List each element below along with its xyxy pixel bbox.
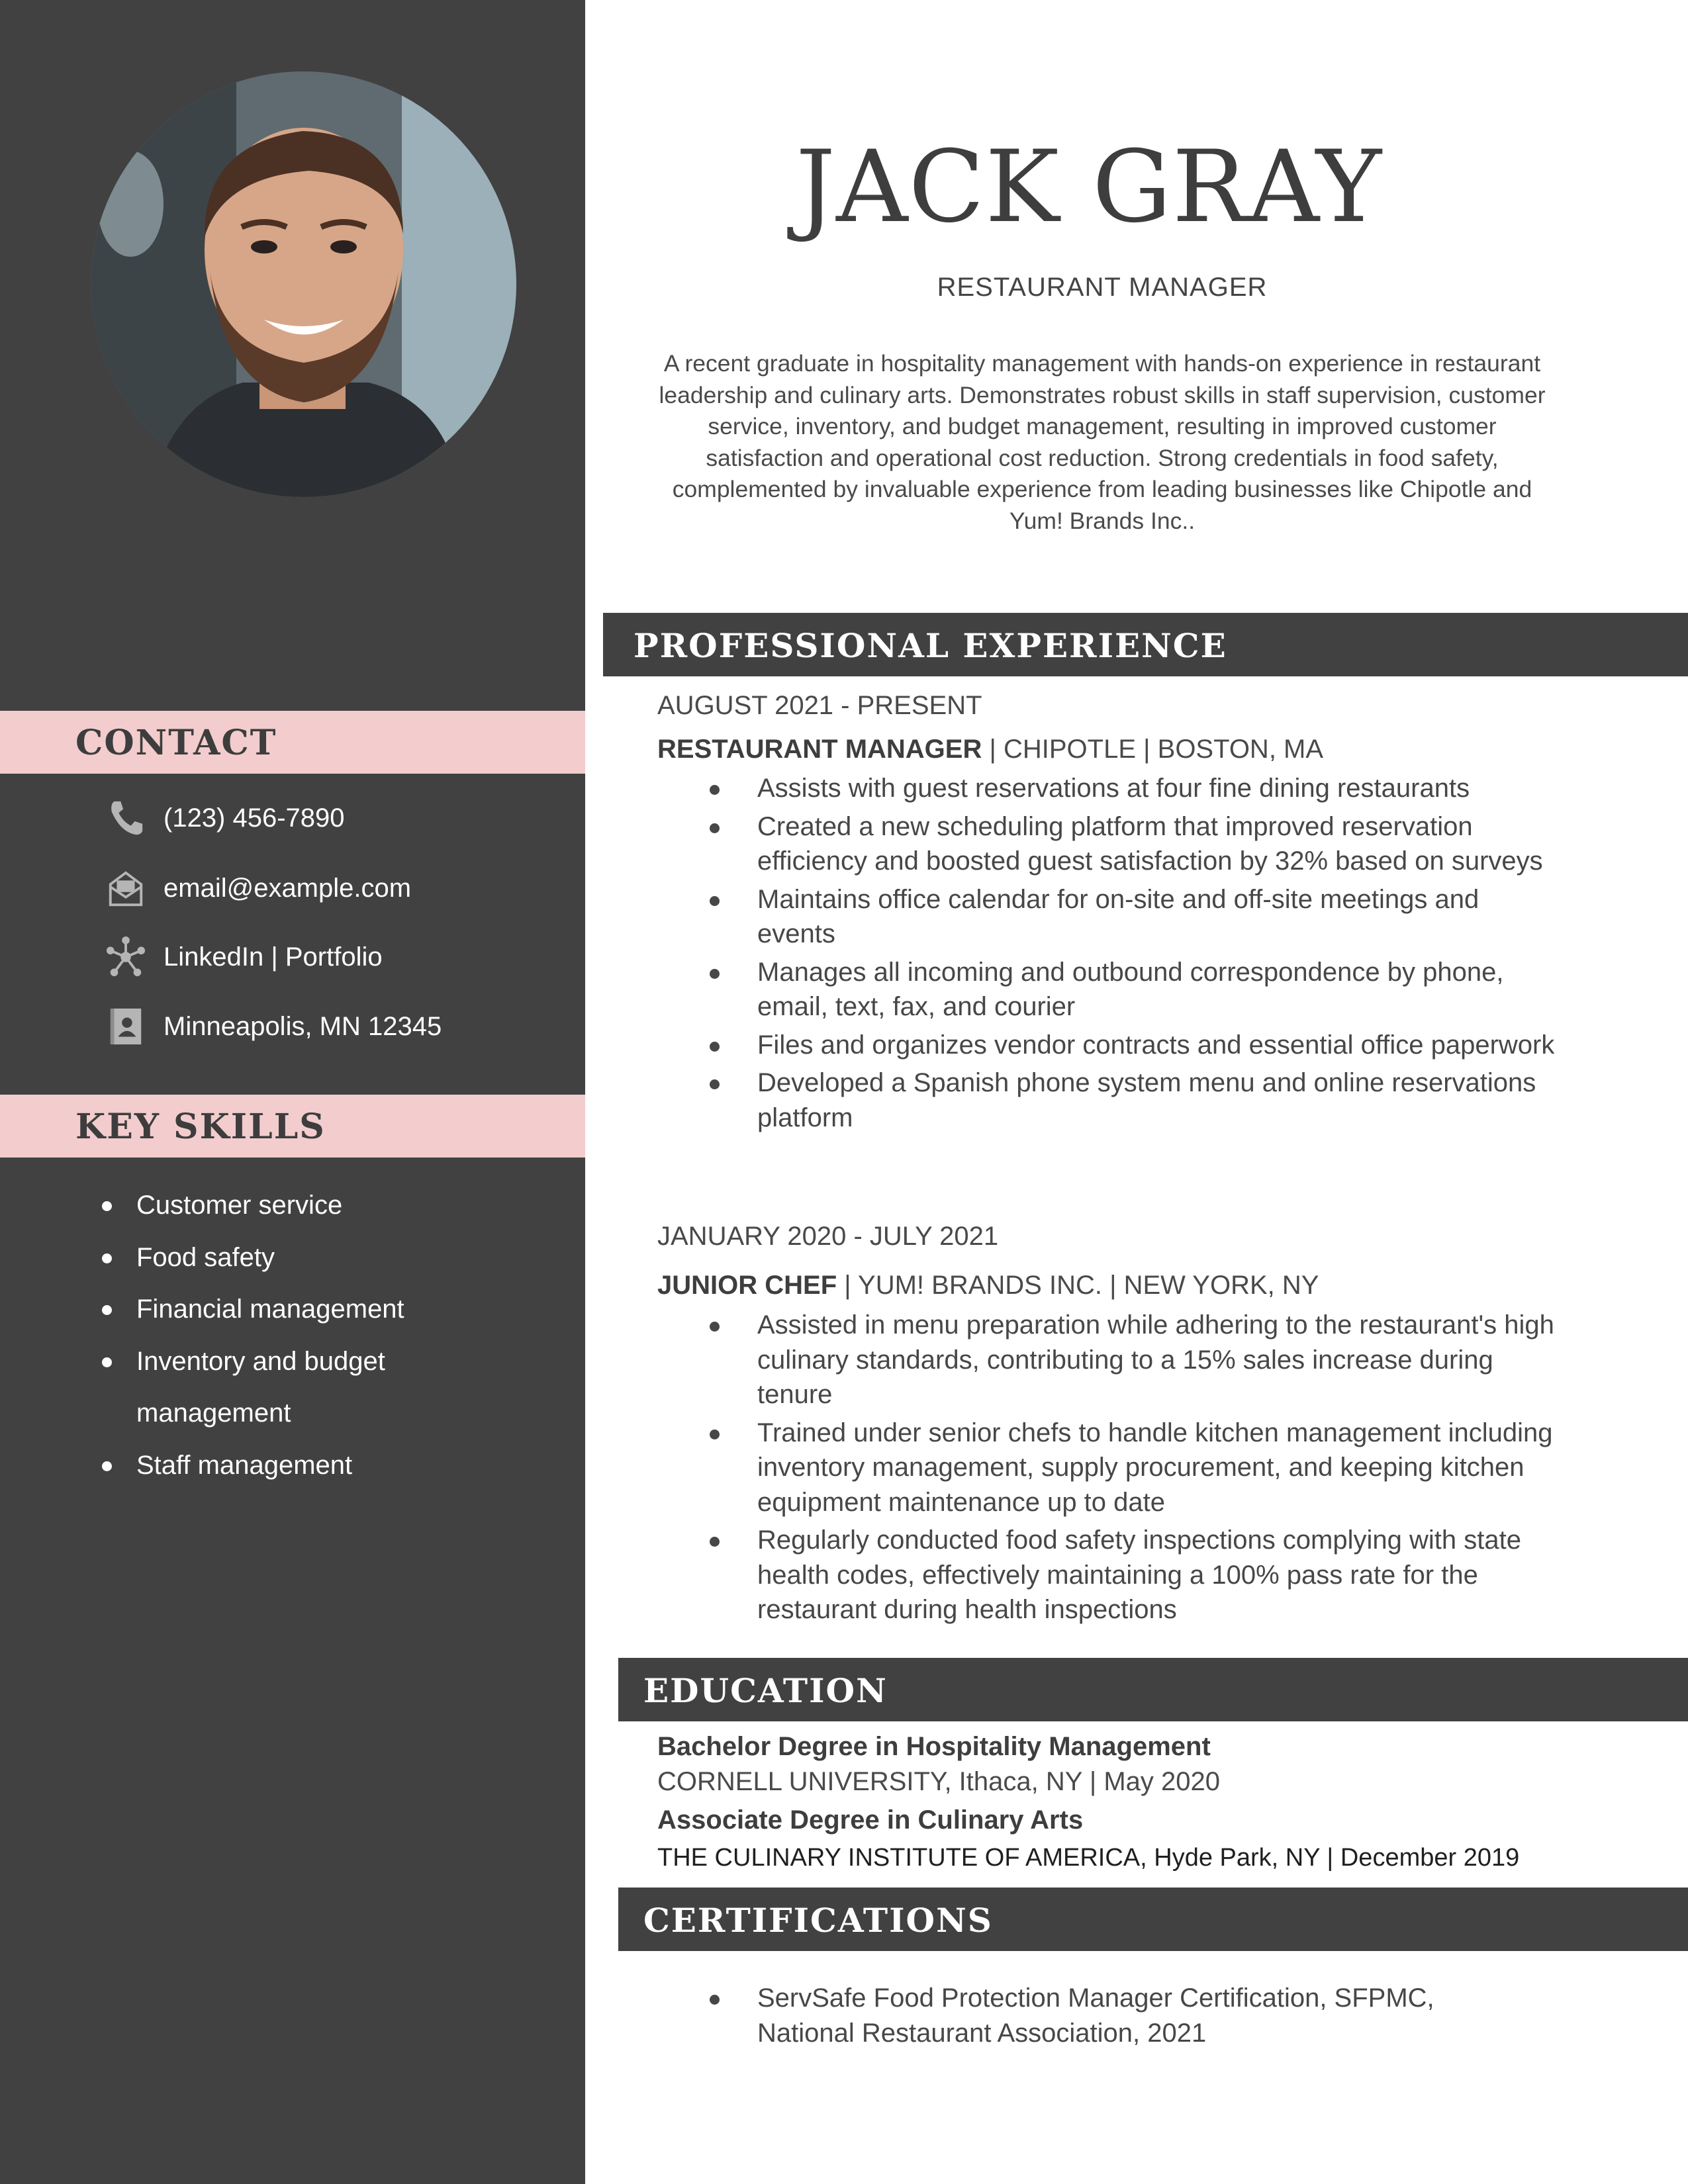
job-bullet: Regularly conducted food safety inspections complying with state health codes, effectively maintaining a 100% pass rate for the restaurant during health inspections xyxy=(710,1523,1557,1627)
candidate-name: JACK GRAY xyxy=(795,130,1382,245)
certification-item: ServSafe Food Protection Manager Certification, SFPMC, National Restaurant Association, 2021 xyxy=(710,1981,1517,2050)
job-2-header xyxy=(657,1271,1319,1300)
experience-heading-band xyxy=(603,613,1688,676)
email-icon xyxy=(103,865,149,911)
contact-links xyxy=(103,934,383,980)
edu-1-degree: Bachelor Degree in Hospitality Management xyxy=(657,1732,1211,1761)
job-bullet: Manages all incoming and outbound correspondence by phone, email, text, fax, and courier xyxy=(710,955,1557,1024)
profile-summary: A recent graduate in hospitality management with hands-on experience in restaurant leadership and culinary arts. Demonstrates robust skills in staff supervision, customer service, inventory, and budget management, resulting in improved customer satisfaction and operational cost reduction. Strong credentials in food safety, complemented by invaluable experience from leading businesses like Chipotle and Yum! Brands Inc.. xyxy=(659,350,1546,534)
profile-photo-illustration xyxy=(91,71,516,497)
sidebar xyxy=(0,0,585,2184)
skill-item: Staff management xyxy=(99,1439,507,1492)
job-1-role: RESTAURANT MANAGER xyxy=(657,735,982,764)
edu-2-school: THE CULINARY INSTITUTE OF AMERICA, Hyde Park, NY | December 2019 xyxy=(657,1844,1520,1872)
experience-heading: PROFESSIONAL EXPERIENCE xyxy=(633,626,1227,665)
contact-location xyxy=(103,1003,442,1050)
job-bullet: Assisted in menu preparation while adhering to the restaurant's high culinary standards, contributing to a 15% sales increase during tenure xyxy=(710,1308,1557,1412)
edu-1-school: CORNELL UNIVERSITY, Ithaca, NY | May 2020 xyxy=(657,1767,1220,1796)
profile-photo xyxy=(91,71,516,497)
skill-item: Customer service xyxy=(99,1179,507,1232)
contact-phone xyxy=(103,795,345,841)
job-1-bullets xyxy=(710,771,1557,1138)
job-bullet: Files and organizes vendor contracts and essential office paperwork xyxy=(710,1028,1557,1063)
job-bullet: Assists with guest reservations at four fine dining restaurants xyxy=(710,771,1557,806)
certifications-heading: CERTIFICATIONS xyxy=(643,1901,993,1940)
address-book-icon xyxy=(103,1003,149,1050)
job-bullet: Maintains office calendar for on-site and off-site meetings and events xyxy=(710,882,1557,952)
skills-heading-band xyxy=(0,1095,585,1158)
location-text: Minneapolis, MN 12345 xyxy=(164,1011,442,1041)
job-2-bullets xyxy=(710,1308,1557,1631)
certifications-heading-band xyxy=(618,1888,1688,1951)
job-2-details: | YUM! BRANDS INC. | NEW YORK, NY xyxy=(837,1271,1319,1300)
job-bullet: Created a new scheduling platform that improved reservation efficiency and boosted guest satisfaction by 32% based on surveys xyxy=(710,809,1557,879)
network-icon xyxy=(103,934,149,980)
skill-item: Inventory and budget management xyxy=(99,1336,507,1439)
email-text: email@example.com xyxy=(164,873,412,903)
skill-item: Financial management xyxy=(99,1283,507,1336)
phone-text: (123) 456-7890 xyxy=(164,803,345,833)
links-text[interactable]: LinkedIn | Portfolio xyxy=(164,942,383,972)
contact-heading: CONTACT xyxy=(75,723,277,763)
job-1-header xyxy=(657,735,1323,764)
certifications-list xyxy=(710,1981,1517,2054)
job-1-dates: AUGUST 2021 - PRESENT xyxy=(657,691,982,720)
skills-list xyxy=(99,1179,507,1491)
phone-icon xyxy=(103,795,149,841)
education-heading: EDUCATION xyxy=(643,1671,888,1710)
skill-item: Food safety xyxy=(99,1232,507,1284)
skills-heading: KEY SKILLS xyxy=(75,1107,326,1147)
contact-email xyxy=(103,865,411,911)
job-bullet: Developed a Spanish phone system menu and online reservations platform xyxy=(710,1066,1557,1135)
job-bullet: Trained under senior chefs to handle kitchen management including inventory management, supply procurement, and keeping kitchen equipment maintenance up to date xyxy=(710,1416,1557,1520)
job-2-dates: JANUARY 2020 - JULY 2021 xyxy=(657,1222,999,1251)
edu-2-degree: Associate Degree in Culinary Arts xyxy=(657,1805,1084,1835)
job-title: RESTAURANT MANAGER xyxy=(937,273,1268,302)
contact-heading-band xyxy=(0,711,585,774)
education-heading-band xyxy=(618,1658,1688,1721)
job-2-role: JUNIOR CHEF xyxy=(657,1271,837,1300)
job-1-details: | CHIPOTLE | BOSTON, MA xyxy=(982,735,1324,764)
